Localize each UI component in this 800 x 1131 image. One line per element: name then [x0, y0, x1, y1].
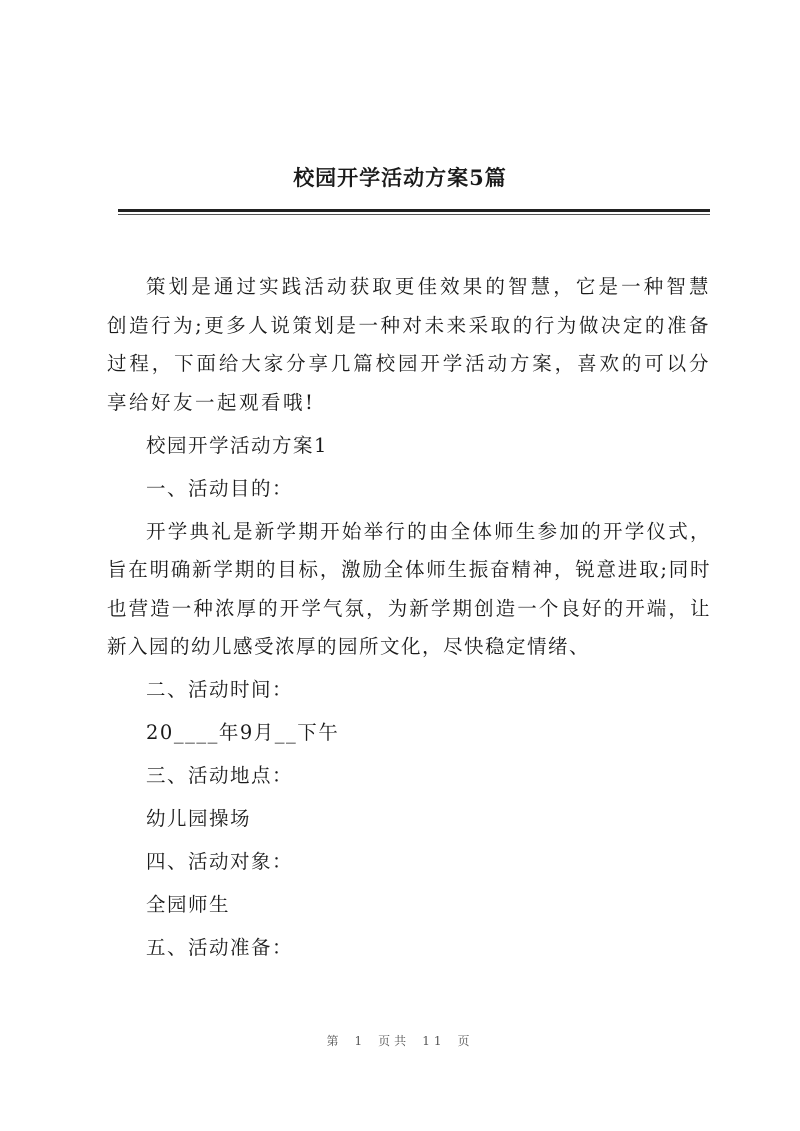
location-value: 幼儿园操场 [146, 807, 252, 830]
document-body [107, 268, 711, 972]
title-divider [118, 209, 710, 212]
audience-value: 全园师生 [146, 893, 231, 916]
heading-purpose: 一、活动目的： [146, 476, 294, 500]
heading-audience: 四、活动对象： [146, 850, 294, 873]
footer-end-label: 页 [457, 1034, 474, 1048]
time-value: 20____年9月__下午 [146, 721, 340, 744]
page-footer [0, 1032, 800, 1049]
heading-preparation: 五、活动准备： [146, 936, 294, 959]
footer-page-number: 1 [354, 1034, 367, 1048]
footer-total-pages: 11 [422, 1034, 446, 1048]
intro-paragraph: 策划是通过实践活动获取更佳效果的智慧，它是一种智慧创造行为;更多人说策划是一种对未来采取的行为做决定的准备过程，下面给大家分享几篇校园开学活动方案，喜欢的可以分享给好友一起观看哦! [107, 275, 711, 414]
document-title: 校园开学活动方案5篇 [293, 165, 507, 190]
footer-of-label: 页共 [378, 1034, 411, 1048]
section-title: 校园开学活动方案1 [146, 433, 328, 457]
heading-location: 三、活动地点： [146, 764, 294, 787]
purpose-paragraph: 开学典礼是新学期开始举行的由全体师生参加的开学仪式，旨在明确新学期的目标，激励全体师生振奋精神，锐意进取;同时也营造一种浓厚的开学气氛，为新学期创造一个良好的开端，让新入园的幼儿感受浓厚的园所文化，尽快稳定情绪、 [107, 519, 711, 658]
footer-page-label: 第 [326, 1034, 343, 1048]
heading-time: 二、活动时间： [146, 678, 294, 701]
